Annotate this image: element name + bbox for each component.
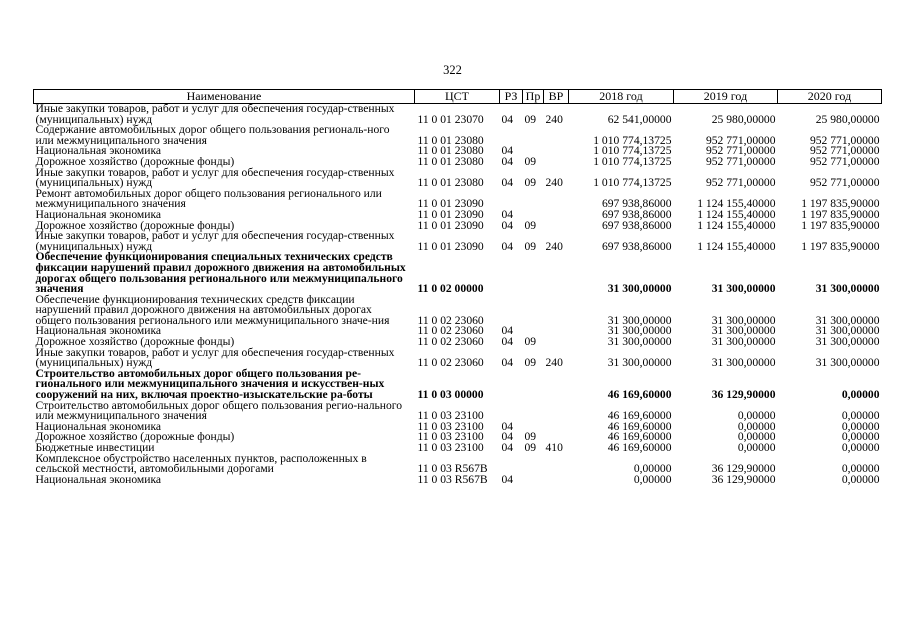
cell-name: Национальная экономика bbox=[35, 419, 162, 433]
cell-vr bbox=[544, 475, 569, 486]
cell-y2018: 697 938,86000 bbox=[601, 218, 672, 232]
cell-vr bbox=[544, 210, 569, 221]
cell-y2019: 1 124 155,40000 bbox=[697, 218, 776, 232]
cell-rz: 04 bbox=[501, 218, 514, 232]
cell-cst: 11 0 03 23100 bbox=[417, 419, 484, 433]
cell-vr bbox=[544, 252, 569, 294]
cell-cst: 11 0 01 23080 bbox=[417, 176, 484, 190]
cell-rz: 04 bbox=[501, 112, 514, 126]
cell-y2019: 31 300,00000 bbox=[711, 282, 776, 296]
cell-cst: 11 0 01 23090 bbox=[417, 197, 484, 211]
cell-pr: 09 bbox=[524, 335, 537, 349]
cell-vr bbox=[544, 401, 569, 422]
header-rz: РЗ bbox=[500, 90, 523, 104]
cell-y2019: 36 129,90000 bbox=[711, 462, 776, 476]
cell-y2018: 46 169,60000 bbox=[607, 441, 672, 454]
header-vr: ВР bbox=[544, 90, 569, 104]
cell-y2018: 62 541,00000 bbox=[607, 112, 672, 126]
table-row bbox=[34, 454, 882, 475]
cell-y2020: 0,00000 bbox=[841, 409, 880, 423]
cell-cst: 11 0 03 23100 bbox=[417, 430, 484, 444]
cell-y2018: 1 010 774,13725 bbox=[593, 176, 672, 190]
cell-y2018: 697 938,86000 bbox=[601, 239, 672, 253]
table-row bbox=[34, 252, 882, 294]
cell-pr: 09 bbox=[524, 218, 537, 232]
cell-vr bbox=[544, 125, 569, 146]
cell-y2019: 1 124 155,40000 bbox=[697, 197, 776, 211]
cell-vr: 240 bbox=[545, 356, 563, 370]
cell-cst: 11 0 01 23090 bbox=[417, 218, 484, 232]
cell-pr: 09 bbox=[524, 441, 537, 454]
cell-rz bbox=[500, 189, 523, 210]
cell-pr: 09 bbox=[524, 239, 537, 253]
cell-y2019: 36 129,90000 bbox=[711, 472, 776, 486]
cell-cst: 11 0 02 23060 bbox=[417, 335, 484, 349]
cell-y2019: 952 771,00000 bbox=[705, 144, 776, 158]
cell-name: Дорожное хозяйство (дорожные фонды) bbox=[35, 154, 235, 168]
cell-vr bbox=[544, 146, 569, 157]
cell-cst: 11 0 01 23080 bbox=[417, 144, 484, 158]
cell-cst: 11 0 03 23100 bbox=[417, 409, 484, 423]
cell-y2019: 25 980,00000 bbox=[711, 112, 776, 126]
cell-y2018: 1 010 774,13725 bbox=[593, 154, 672, 168]
cell-y2019: 0,00000 bbox=[737, 419, 776, 433]
cell-cst: 11 0 03 R567B bbox=[417, 462, 488, 476]
cell-rz: 04 bbox=[501, 335, 514, 349]
cell-y2019: 0,00000 bbox=[737, 409, 776, 423]
cell-rz bbox=[500, 252, 523, 294]
cell-pr bbox=[523, 369, 544, 401]
cell-cst: 11 0 02 23060 bbox=[417, 313, 484, 327]
cell-rz: 04 bbox=[501, 356, 514, 370]
cell-pr bbox=[523, 454, 544, 475]
cell-name: Иные закупки товаров, работ и услуг для обеспечения государ-ственных (муниципальных) нужд bbox=[35, 165, 395, 190]
cell-cst: 11 0 01 23070 bbox=[417, 112, 484, 126]
cell-rz bbox=[500, 401, 523, 422]
cell-y2019: 1 124 155,40000 bbox=[697, 239, 776, 253]
cell-y2018: 697 938,86000 bbox=[601, 197, 672, 211]
cell-rz bbox=[500, 369, 523, 401]
cell-y2018: 1 010 774,13725 bbox=[593, 133, 672, 147]
cell-y2020: 952 771,00000 bbox=[809, 176, 880, 190]
table-row bbox=[34, 369, 882, 401]
cell-vr bbox=[544, 221, 569, 232]
cell-rz: 04 bbox=[501, 324, 514, 338]
header-cst: ЦСТ bbox=[415, 90, 500, 104]
cell-name: Иные закупки товаров, работ и услуг для обеспечения государ-ственных (муниципальных) нужд bbox=[35, 229, 395, 253]
cell-pr bbox=[523, 295, 544, 327]
cell-y2019: 0,00000 bbox=[737, 430, 776, 444]
cell-name: Дорожное хозяйство (дорожные фонды) bbox=[35, 335, 235, 349]
cell-y2019: 31 300,00000 bbox=[711, 324, 776, 338]
cell-pr bbox=[523, 189, 544, 210]
cell-cst: 11 0 03 23100 bbox=[417, 441, 484, 454]
cell-y2020: 31 300,00000 bbox=[815, 335, 880, 349]
header-pr: Пр bbox=[523, 90, 544, 104]
cell-y2019: 952 771,00000 bbox=[705, 176, 776, 190]
cell-pr: 09 bbox=[524, 112, 537, 126]
cell-y2020: 952 771,00000 bbox=[809, 133, 880, 147]
cell-rz: 04 bbox=[501, 472, 514, 486]
cell-pr: 09 bbox=[524, 356, 537, 370]
cell-y2019: 31 300,00000 bbox=[711, 356, 776, 370]
cell-vr bbox=[544, 295, 569, 327]
cell-cst: 11 0 02 23060 bbox=[417, 356, 484, 370]
cell-name: Национальная экономика bbox=[35, 144, 162, 158]
budget-table bbox=[33, 89, 882, 485]
cell-vr: 240 bbox=[545, 112, 563, 126]
cell-y2020: 952 771,00000 bbox=[809, 144, 880, 158]
cell-y2018: 697 938,86000 bbox=[601, 207, 672, 221]
cell-name: Бюджетные инвестиции bbox=[35, 441, 155, 454]
cell-name: Дорожное хозяйство (дорожные фонды) bbox=[35, 430, 235, 444]
cell-pr bbox=[523, 401, 544, 422]
cell-y2020: 31 300,00000 bbox=[815, 282, 880, 296]
cell-y2020: 1 197 835,90000 bbox=[801, 239, 880, 253]
cell-y2019: 36 129,90000 bbox=[711, 388, 776, 402]
cell-y2020: 1 197 835,90000 bbox=[801, 218, 880, 232]
table-row bbox=[34, 401, 882, 422]
cell-rz: 04 bbox=[501, 239, 514, 253]
cell-y2019: 1 124 155,40000 bbox=[697, 207, 776, 221]
cell-y2020: 31 300,00000 bbox=[815, 313, 880, 327]
cell-name: Строительство автомобильных дорог общего пользования ре-гионального или межмуниципального значения и искусствен-ных сооружений на них, включая проектно-изыскательские ра-боты bbox=[35, 366, 385, 402]
cell-name: Обеспечение функционирования специальных технических средств фиксации нарушений правил дорожного движения на автомобильных дорогах общего пользования регионального или межмуниципального значения bbox=[35, 250, 406, 296]
cell-name: Национальная экономика bbox=[35, 324, 162, 338]
cell-y2018: 46 169,60000 bbox=[607, 430, 672, 444]
cell-y2018: 0,00000 bbox=[633, 472, 672, 486]
cell-cst: 11 0 03 00000 bbox=[417, 388, 484, 402]
cell-rz: 04 bbox=[501, 154, 514, 168]
cell-y2018: 1 010 774,13725 bbox=[593, 144, 672, 158]
cell-cst: 11 0 02 00000 bbox=[417, 282, 484, 296]
cell-vr bbox=[544, 422, 569, 433]
cell-name: Иные закупки товаров, работ и услуг для обеспечения государ-ственных (муниципальных) нужд bbox=[35, 345, 395, 370]
cell-name: Национальная экономика bbox=[35, 207, 162, 221]
cell-rz bbox=[500, 125, 523, 146]
cell-pr bbox=[523, 125, 544, 146]
cell-y2018: 46 169,60000 bbox=[607, 388, 672, 402]
cell-y2020: 0,00000 bbox=[841, 462, 880, 476]
cell-y2020: 0,00000 bbox=[841, 419, 880, 433]
cell-cst: 11 0 01 23090 bbox=[417, 207, 484, 221]
table-body bbox=[34, 104, 882, 486]
cell-rz: 04 bbox=[501, 419, 514, 433]
cell-y2018: 31 300,00000 bbox=[607, 282, 672, 296]
cell-y2018: 31 300,00000 bbox=[607, 313, 672, 327]
cell-y2019: 952 771,00000 bbox=[705, 154, 776, 168]
cell-name: Содержание автомобильных дорог общего пользования региональ-ного или межмуниципального значения bbox=[35, 123, 390, 147]
cell-y2018: 46 169,60000 bbox=[607, 409, 672, 423]
cell-rz: 04 bbox=[501, 430, 514, 444]
cell-cst: 11 0 01 23090 bbox=[417, 239, 484, 253]
table-row bbox=[34, 348, 882, 369]
cell-vr bbox=[544, 454, 569, 475]
cell-vr bbox=[544, 369, 569, 401]
cell-vr: 410 bbox=[545, 441, 563, 454]
cell-vr bbox=[544, 157, 569, 168]
cell-name: Дорожное хозяйство (дорожные фонды) bbox=[35, 218, 235, 232]
cell-y2020: 0,00000 bbox=[841, 441, 880, 454]
cell-y2019: 0,00000 bbox=[737, 441, 776, 454]
cell-vr bbox=[544, 189, 569, 210]
cell-y2020: 0,00000 bbox=[841, 472, 880, 486]
cell-name: Строительство автомобильных дорог общего пользования регио-нального или межмуниципального значения bbox=[35, 398, 403, 423]
cell-rz: 04 bbox=[501, 207, 514, 221]
page-number: 322 bbox=[443, 63, 462, 77]
cell-vr: 240 bbox=[545, 239, 563, 253]
cell-y2020: 1 197 835,90000 bbox=[801, 207, 880, 221]
cell-y2020: 31 300,00000 bbox=[815, 356, 880, 370]
table-row bbox=[34, 475, 882, 486]
cell-pr: 09 bbox=[524, 154, 537, 168]
cell-y2018: 31 300,00000 bbox=[607, 335, 672, 349]
cell-cst: 11 0 02 23060 bbox=[417, 324, 484, 338]
cell-cst: 11 0 03 R567B bbox=[417, 472, 488, 486]
cell-y2018: 46 169,60000 bbox=[607, 419, 672, 433]
cell-y2020: 0,00000 bbox=[841, 430, 880, 444]
header-2020: 2020 год bbox=[778, 90, 882, 104]
cell-vr: 240 bbox=[545, 176, 563, 190]
cell-name: Национальная экономика bbox=[35, 472, 162, 486]
cell-cst: 11 0 01 23080 bbox=[417, 154, 484, 168]
cell-rz: 04 bbox=[501, 441, 514, 454]
cell-pr: 09 bbox=[524, 430, 537, 444]
cell-y2018: 31 300,00000 bbox=[607, 324, 672, 338]
cell-y2020: 31 300,00000 bbox=[815, 324, 880, 338]
table-row bbox=[34, 189, 882, 210]
cell-y2019: 952 771,00000 bbox=[705, 133, 776, 147]
cell-pr bbox=[523, 252, 544, 294]
cell-rz: 04 bbox=[501, 144, 514, 158]
cell-rz bbox=[500, 454, 523, 475]
table-row bbox=[34, 295, 882, 327]
table-row bbox=[34, 125, 882, 146]
cell-cst: 11 0 01 23080 bbox=[417, 133, 484, 147]
cell-name: Ремонт автомобильных дорог общего пользования регионального или межмуниципального значения bbox=[35, 186, 382, 211]
cell-pr: 09 bbox=[524, 176, 537, 190]
cell-y2020: 25 980,00000 bbox=[815, 112, 880, 126]
cell-y2018: 31 300,00000 bbox=[607, 356, 672, 370]
cell-vr bbox=[544, 337, 569, 348]
cell-rz: 04 bbox=[501, 176, 514, 190]
cell-name: Обеспечение функционирования технических средств фиксации нарушений правил дорожного движения на автомобильных дорогах общего пользования регионального или межмуниципального значе-ния bbox=[35, 292, 390, 327]
cell-name: Комплексное обустройство населенных пунктов, расположенных в сельской местности, автомобильными дорогами bbox=[35, 451, 367, 476]
cell-y2018: 0,00000 bbox=[633, 462, 672, 476]
header-2019: 2019 год bbox=[674, 90, 778, 104]
header-name: Наименование bbox=[34, 90, 415, 104]
table-row bbox=[34, 104, 882, 126]
cell-pr bbox=[523, 475, 544, 486]
cell-y2019: 31 300,00000 bbox=[711, 313, 776, 327]
header-2018: 2018 год bbox=[569, 90, 674, 104]
cell-y2020: 0,00000 bbox=[841, 388, 880, 402]
table-row bbox=[34, 168, 882, 189]
table-row bbox=[34, 231, 882, 252]
cell-y2020: 1 197 835,90000 bbox=[801, 197, 880, 211]
cell-y2020: 952 771,00000 bbox=[809, 154, 880, 168]
cell-rz bbox=[500, 295, 523, 327]
cell-name: Иные закупки товаров, работ и услуг для обеспечения государ-ственных (муниципальных) нужд bbox=[35, 102, 395, 126]
cell-y2019: 31 300,00000 bbox=[711, 335, 776, 349]
cell-vr bbox=[544, 326, 569, 337]
